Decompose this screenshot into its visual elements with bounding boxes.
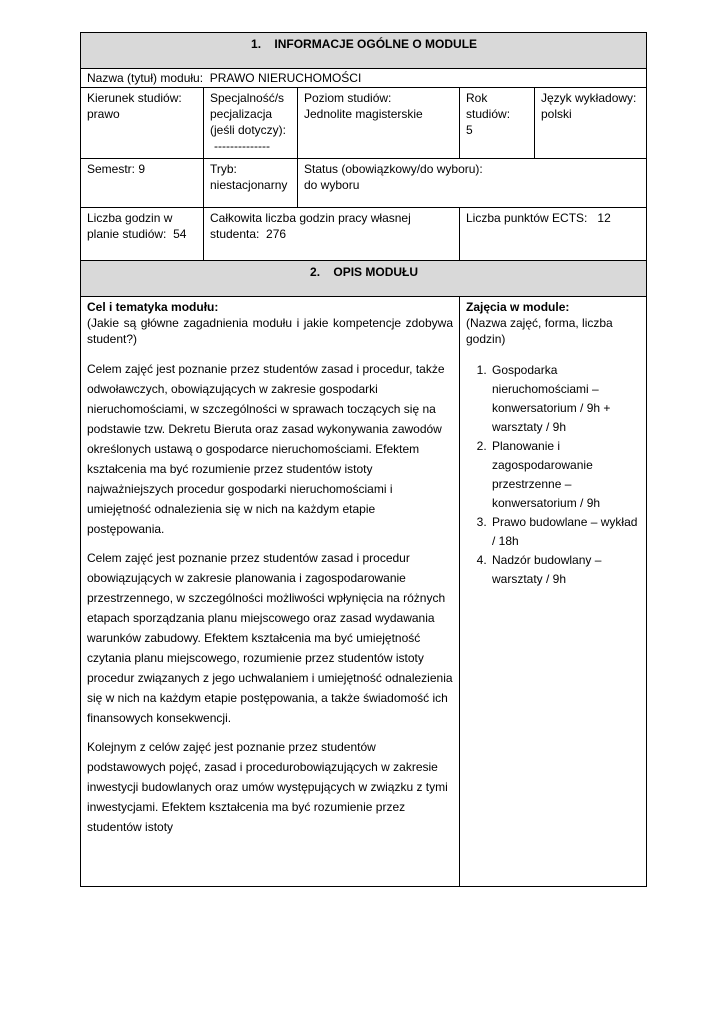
- list-item: 3. Prawo budowlane – wykład / 18h: [490, 513, 640, 551]
- field-of-study-cell: [81, 88, 204, 159]
- module-classes-cell: [460, 297, 647, 887]
- status-cell: [298, 159, 647, 208]
- study-level-value: Jednolite magisterskie: [304, 107, 423, 121]
- section-1-title: INFORMACJE OGÓLNE O MODULE: [274, 37, 478, 51]
- goals-heading: Cel i tematyka modułu:: [87, 300, 219, 314]
- module-name-label: Nazwa (tytuł) modułu:: [87, 71, 204, 85]
- specialization-value: --------------: [214, 139, 270, 153]
- self-work-label-2: studenta:: [210, 227, 260, 241]
- semester-label: Semestr:: [87, 162, 136, 176]
- year-label-2: studiów:: [466, 107, 511, 121]
- hours-value: 54: [173, 227, 187, 241]
- goals-paragraph: Celem zajęć jest poznanie przez studentów zasad i procedur, także odwoławczych, obowiązujących w zakresie gospodarki nieruchomościami, w szczególności w sprawach toczących się na podstawie tzw. Dekretu Bieruta oraz zasad wykonywania zawodów określonych ustawą o gospodarce nieruchomościami. Efektem kształcenia ma być rozumienie przez studentów istoty najważniejszych procedur gospodarki nieruchomościami i umiejętność odnalezienia się w nich na każdym etapie postępowania.: [87, 362, 445, 536]
- list-item: 4. Nadzór budowlany – warsztaty / 9h: [490, 551, 640, 589]
- year-label-1: Rok: [466, 91, 488, 105]
- mode-value: niestacjonarny: [210, 178, 288, 192]
- language-value: polski: [541, 107, 572, 121]
- self-work-cell: [204, 208, 460, 261]
- hours-label-2: planie studiów:: [87, 227, 167, 241]
- module-info-table: [80, 32, 647, 887]
- specialization-label-3: (jeśli dotyczy):: [210, 123, 287, 137]
- language-label: Język wykładowy:: [541, 91, 637, 105]
- section-2-number: 2.: [310, 265, 321, 279]
- year-cell: [460, 88, 535, 159]
- ects-cell: [460, 208, 647, 261]
- semester-cell: [81, 159, 204, 208]
- study-level-label: Poziom studiów:: [304, 91, 392, 105]
- section-1-header: [81, 33, 647, 69]
- semester-value: 9: [138, 162, 146, 176]
- classes-subheading: (Nazwa zajęć, forma, liczba godzin): [466, 316, 613, 346]
- specialization-label-2: pecjalizacja: [210, 107, 273, 121]
- mode-cell: [204, 159, 298, 208]
- self-work-label-1: Całkowita liczba godzin pracy własnej: [210, 211, 411, 225]
- hours-label-1: Liczba godzin w: [87, 211, 173, 225]
- goals-subheading: (Jakie są główne zagadnienia modułu i jakie kompetencje zdobywa student?): [87, 316, 453, 346]
- list-item: 1. Gospodarka nieruchomościami – konwersatorium / 9h + warsztaty / 9h: [490, 361, 640, 437]
- section-1-number: 1.: [251, 37, 262, 51]
- ects-value: 12: [597, 211, 611, 225]
- mode-label: Tryb:: [210, 162, 237, 176]
- module-goals-cell: [81, 297, 460, 887]
- goals-paragraph: Celem zajęć jest poznanie przez studentów zasad i procedur obowiązujących w zakresie planowania i zagospodarowanie przestrzennego, w szczególności możliwości wpłynięcia na różnych etapach sporządzania planu miejscowego oraz zasad wydawania warunków zabudowy. Efektem kształcenia ma być umiejętność czytania planu miejscowego, rozumienie przez studentów istoty procedur związanych z jego uchwalaniem i umiejętność odnalezienia się w nich na każdym etapie postępowania, a także świadomość ich finansowych konsekwencji.: [87, 551, 453, 725]
- module-name-value: PRAWO NIERUCHOMOŚCI: [209, 71, 362, 85]
- classes-heading: Zajęcia w module:: [466, 300, 570, 314]
- ects-label: Liczba punktów ECTS:: [466, 211, 588, 225]
- status-label: Status (obowiązkowy/do wyboru):: [304, 162, 483, 176]
- status-value: do wyboru: [304, 178, 360, 192]
- section-2-header: [81, 261, 647, 297]
- classes-list: [466, 361, 640, 589]
- module-name-cell: [81, 69, 647, 88]
- specialization-cell: [204, 88, 298, 159]
- hours-cell: [81, 208, 204, 261]
- field-of-study-value: prawo: [87, 107, 120, 121]
- section-2-title: OPIS MODUŁU: [333, 265, 419, 279]
- language-cell: [535, 88, 647, 159]
- module-form: [80, 32, 646, 887]
- year-value: 5: [466, 123, 473, 137]
- study-level-cell: [298, 88, 460, 159]
- specialization-label-1: Specjalność/s: [210, 91, 285, 105]
- goals-paragraph: Kolejnym z celów zajęć jest poznanie przez studentów podstawowych pojęć, zasad i procedurobowiązujących w zakresie inwestycji budowlanych oraz umów występujących w związku z tymi inwestycjami. Efektem kształcenia ma być rozumienie przez studentów istoty: [87, 740, 448, 834]
- self-work-value: 276: [266, 227, 287, 241]
- field-of-study-label: Kierunek studiów:: [87, 91, 182, 105]
- list-item: 2. Planowanie i zagospodarowanie przestrzenne – konwersatorium / 9h: [490, 437, 640, 513]
